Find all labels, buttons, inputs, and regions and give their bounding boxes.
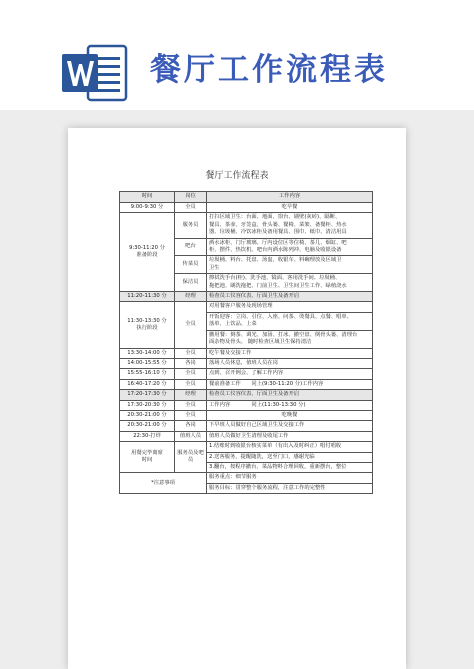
content-line: 餐具、茶壶、牙签盒、骨头篓、餐椅、菜架、备餐柜、热水: [209, 221, 347, 228]
content-cell: 吃晚餐: [207, 410, 373, 420]
document-title: 餐厅工作流程表: [205, 171, 269, 181]
time-phase: 执行阶段: [136, 324, 158, 331]
content-line: 打扫区域卫生：台面、地面、窗台、墙壁(灰砖)、隔断、: [209, 214, 341, 221]
time-range: 9:30-11:20 分: [128, 244, 166, 251]
table-row: [120, 203, 373, 213]
banner: [0, 0, 474, 118]
content-cell: [207, 238, 373, 256]
table-row: [120, 358, 373, 368]
post-cell: 服务员: [175, 213, 207, 238]
post-cell: 保洁员: [175, 274, 207, 292]
time-cell: 17:30-20:30 分: [120, 400, 175, 410]
post-cell: 传菜员: [175, 256, 207, 274]
notes-label-cell: *注意事项: [120, 473, 207, 494]
content-cell: 下早班人员做好自己区域卫生及交接工作: [207, 421, 373, 431]
content-cell: 点到、召开例会、了解工作内容: [207, 369, 373, 379]
post-cell: 经理: [175, 292, 207, 302]
table-row: [120, 369, 373, 379]
table-row: [120, 421, 373, 431]
content-line: 落单、上饮品、上菜: [209, 321, 257, 328]
time-cell: 14:00-15:55 分: [120, 358, 175, 368]
table-row: [120, 213, 373, 238]
time-cell: 15:55-16:10 分: [120, 369, 175, 379]
post-cell: 吧台: [175, 238, 207, 256]
post-cell: [175, 442, 207, 473]
content-line: 擦拭洗手台(柜)、洗手池、镜面、客用洗手间、垃圾桶、: [209, 275, 341, 282]
post-cell: 全员: [175, 410, 207, 420]
post-cell: 各岗: [175, 358, 207, 368]
time-cell: [120, 302, 175, 348]
post-line: 员: [187, 457, 194, 464]
time-cell: 20:30-21:00 分: [120, 421, 175, 431]
content-line: 酒水冰柜、门厅玻璃、厅内设位区等位椅、茶几、烟缸、吧: [209, 239, 347, 246]
content-cell: 2.送客服务，提醒随洗，送至门口，感谢光临: [207, 452, 373, 462]
content-line: 垃圾桶、料台、托盘、汤盅、收银车、料碗理放及区域卫: [209, 257, 342, 264]
post-cell: 各岗: [175, 421, 207, 431]
time-cell: 11:20-11:30 分: [120, 292, 175, 302]
content-line: 拖把池、刷洗拖把、门前卫生、卫生间卫生工作、绿植浇水: [209, 282, 347, 289]
post-cell: 全员: [175, 379, 207, 389]
table-row: [120, 379, 373, 389]
post-line: 服务员及吧: [177, 449, 204, 456]
header-post: 岗位: [175, 192, 207, 203]
content-cell: 餐前准备工作 同上(9:30-11:20 分)工作内容: [207, 379, 373, 389]
header-time: 时间: [120, 192, 175, 203]
time-phase: 时间: [141, 457, 153, 464]
banner-title: 餐厅工作流程表: [150, 52, 388, 88]
content-line: 撤用餐：倒茶、调光、加汤、打冰、撤空盘、倒骨头篓、清理台: [209, 331, 358, 338]
time-cell: 22:30-打烊: [120, 431, 175, 441]
post-cell: 全员: [175, 203, 207, 213]
content-cell: 检查员工仪容仪表、厅面卫生及备开启: [207, 292, 373, 302]
content-cell: 检查员工仪容仪表、厅面卫生及备开启: [207, 390, 373, 400]
content-cell: 吃午餐及交接工作: [207, 348, 373, 358]
table-row: [120, 442, 373, 452]
time-range: 用餐完毕离席: [131, 449, 163, 456]
time-phase: 准备阶段: [136, 252, 158, 259]
time-cell: 9:00-9:30 分: [120, 203, 175, 213]
content-cell: [207, 312, 373, 330]
table-row: [120, 292, 373, 302]
post-cell: 全员: [175, 400, 207, 410]
time-cell: 16:40-17:20 分: [120, 379, 175, 389]
table-row: [120, 390, 373, 400]
table-row: [120, 431, 373, 441]
post-cell: 全员: [175, 348, 207, 358]
header-content: 工作内容: [207, 192, 373, 203]
content-line: 器、垃圾桶、冷饮冰柜及备用餐具、围巾、纸巾、清洁用具: [209, 229, 347, 236]
time-range: 11:30-13:30 分: [127, 317, 167, 324]
time-cell: 20:30-21:00 分: [120, 410, 175, 420]
table-row: [120, 400, 373, 410]
content-cell: 服务目标：贯穿整个服务流程，注意工作的完整性: [207, 483, 373, 493]
content-cell: [207, 256, 373, 274]
content-cell: 落场人员休息，值班人员在岗: [207, 358, 373, 368]
word-icon: [62, 42, 128, 104]
content-cell: 1.结账时到收银台核实菜单（有出入及时纠正）唱付唱收: [207, 442, 373, 452]
time-cell: 13:30-14:00 分: [120, 348, 175, 358]
content-cell: [207, 274, 373, 292]
post-cell: 全员: [175, 369, 207, 379]
content-cell: 值班人员做好卫生清理及收尾工作: [207, 431, 373, 441]
time-cell: [120, 442, 175, 473]
post-cell: 全员: [175, 302, 207, 348]
content-cell: 吃早餐: [207, 203, 373, 213]
content-cell: 3.翻台，按程序撤台，菜品物料合理回收，重新摆台，整位: [207, 462, 373, 472]
table-row: [120, 410, 373, 420]
document-page: [68, 128, 406, 669]
content-cell: [207, 330, 373, 348]
content-cell: [207, 213, 373, 238]
content-line: 开饭迎客：立岗、引位、入座、问茶、烫餐具、点餐、唱单、: [209, 313, 353, 320]
content-line: 面杂物及骨头、 随时检查区域卫生保持清洁: [209, 339, 312, 346]
time-cell: 17:20-17:30 分: [120, 390, 175, 400]
workflow-table: [119, 191, 373, 494]
table-row: [120, 473, 373, 483]
content-line: 柜、摆件、热饮机、吧台内酒水陈列冲、电脑及收银设备: [209, 247, 342, 254]
content-cell: 对用餐客户服务及现场管理: [207, 302, 373, 312]
time-cell: [120, 213, 175, 292]
content-cell: 工作内容 同上(11:30-13:30 分): [207, 400, 373, 410]
table-header-row: [120, 192, 373, 203]
content-cell: 服务重点：细节服务: [207, 473, 373, 483]
post-cell: 经理: [175, 390, 207, 400]
table-row: [120, 348, 373, 358]
table-row: [120, 302, 373, 312]
content-line: 卫生: [209, 264, 220, 271]
post-cell: 值班人员: [175, 431, 207, 441]
